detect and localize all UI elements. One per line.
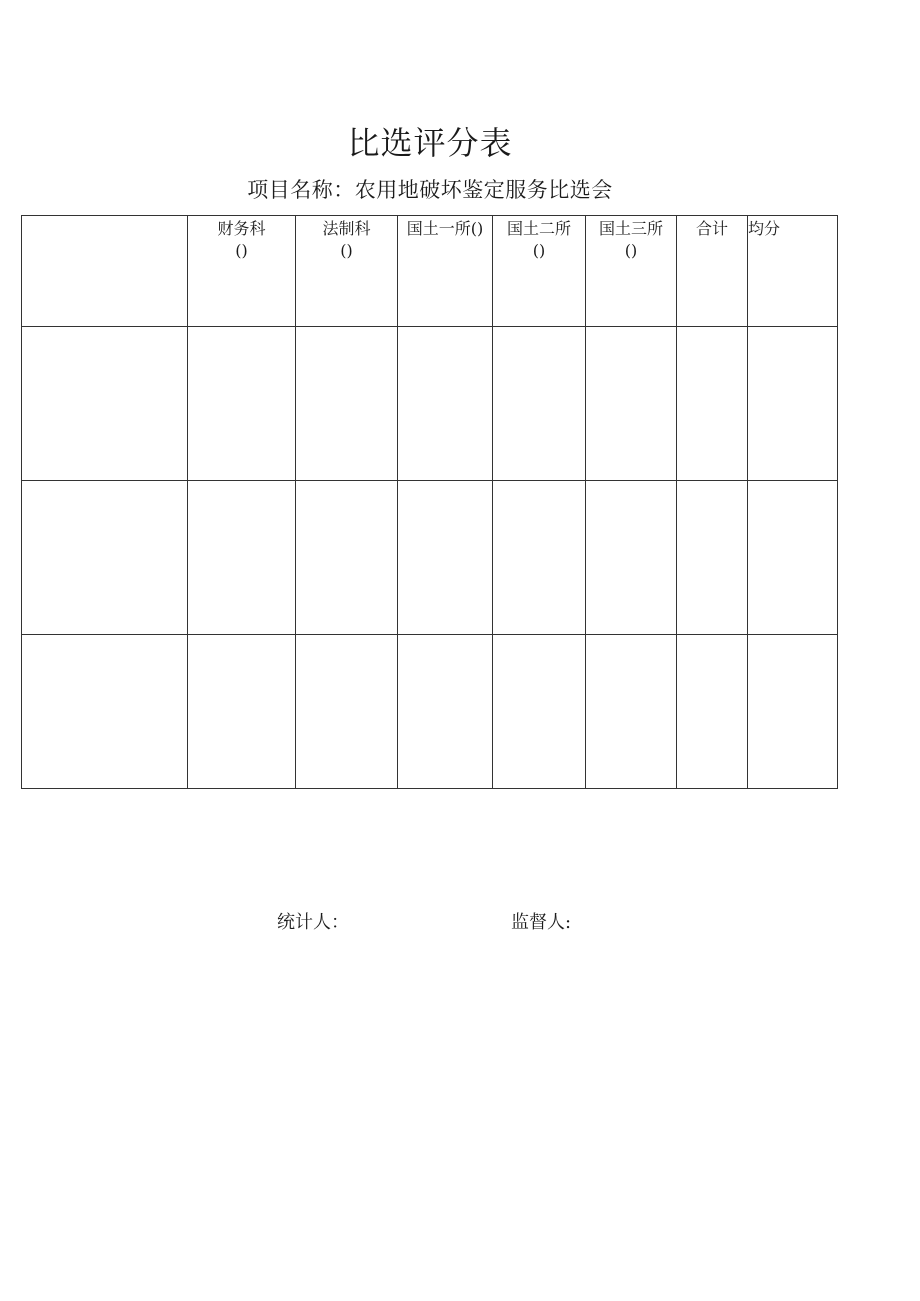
header-cell-land-office-3: 国土三所 () bbox=[586, 216, 677, 327]
table-cell[interactable] bbox=[677, 635, 748, 789]
header-cell-land-office-1: 国土一所() bbox=[398, 216, 493, 327]
table-cell[interactable] bbox=[188, 481, 296, 635]
table-cell[interactable] bbox=[296, 327, 398, 481]
table-row bbox=[22, 635, 838, 789]
table-cell[interactable] bbox=[398, 327, 493, 481]
table-cell[interactable] bbox=[748, 481, 838, 635]
table-cell[interactable] bbox=[296, 635, 398, 789]
header-cell-total: 合计 bbox=[677, 216, 748, 327]
table-cell[interactable] bbox=[586, 481, 677, 635]
table-cell[interactable] bbox=[748, 635, 838, 789]
table-cell[interactable] bbox=[398, 635, 493, 789]
table-cell[interactable] bbox=[493, 481, 586, 635]
header-cell-land-office-2: 国土二所 () bbox=[493, 216, 586, 327]
table-cell[interactable] bbox=[677, 481, 748, 635]
score-table bbox=[21, 215, 838, 789]
table-cell[interactable] bbox=[493, 635, 586, 789]
table-cell[interactable] bbox=[586, 327, 677, 481]
table-row bbox=[22, 327, 838, 481]
table-cell[interactable] bbox=[677, 327, 748, 481]
supervisor-label: 监督人: bbox=[511, 912, 572, 933]
header-cell-finance: 财务科 () bbox=[188, 216, 296, 327]
table-cell[interactable] bbox=[586, 635, 677, 789]
page-title: 比选评分表 bbox=[347, 124, 513, 162]
table-cell[interactable] bbox=[493, 327, 586, 481]
table-cell[interactable] bbox=[748, 327, 838, 481]
table-cell[interactable] bbox=[22, 327, 188, 481]
project-name-line: 项目名称：农用地破坏鉴定服务比选会 bbox=[247, 178, 613, 202]
header-cell-average: 均分 bbox=[748, 216, 838, 327]
table-cell[interactable] bbox=[22, 635, 188, 789]
header-row bbox=[22, 216, 838, 327]
table-cell[interactable] bbox=[296, 481, 398, 635]
table-row bbox=[22, 481, 838, 635]
header-cell-blank bbox=[22, 216, 188, 327]
table-cell[interactable] bbox=[22, 481, 188, 635]
table-cell[interactable] bbox=[188, 635, 296, 789]
header-cell-legal: 法制科 () bbox=[296, 216, 398, 327]
table-cell[interactable] bbox=[188, 327, 296, 481]
statistician-label: 统计人： bbox=[277, 912, 349, 933]
table-cell[interactable] bbox=[398, 481, 493, 635]
